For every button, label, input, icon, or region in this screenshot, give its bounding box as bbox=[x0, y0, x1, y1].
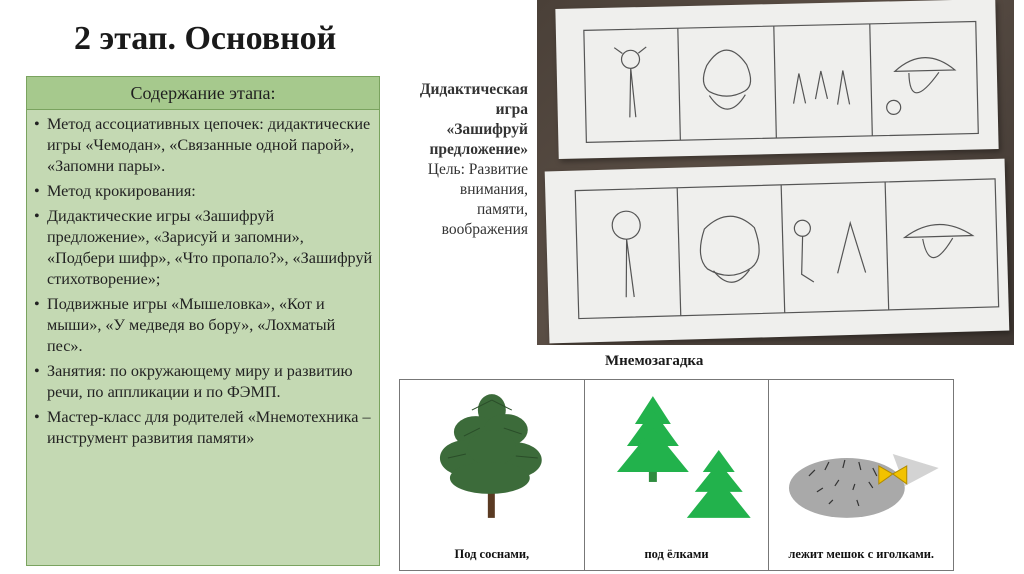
paper-strip-bottom bbox=[545, 159, 1010, 344]
game-goal-line: Цель: Развитие bbox=[427, 161, 528, 178]
list-item: • Метод крокирования: bbox=[47, 181, 373, 202]
mnemo-label: под ёлками bbox=[644, 547, 709, 561]
slide-title: 2 этап. Основной bbox=[74, 20, 337, 57]
mnemo-cell-pines bbox=[400, 380, 585, 570]
game-name-line: Дидактическая bbox=[419, 81, 528, 98]
mnemo-cell-hedgehog bbox=[769, 380, 953, 570]
game-goal-line: памяти, bbox=[476, 201, 528, 218]
paper-strip-top bbox=[555, 0, 998, 159]
game-goal-line: воображения bbox=[441, 221, 528, 238]
list-item: • Дидактические игры «Зашифруй предложение», «Зарисуй и запомни», «Подбери шифр», «Что пропало?», «Зашифруй стихотворение»; bbox=[47, 206, 373, 290]
strip-drawings-top bbox=[555, 0, 998, 159]
mnemo-label: Под соснами, bbox=[454, 547, 530, 561]
stage-content-list bbox=[27, 110, 379, 449]
game-name-line: «Зашифруй bbox=[446, 121, 528, 138]
mnemo-cell-spruces bbox=[585, 380, 770, 570]
game-name-line: предложение» bbox=[429, 141, 528, 158]
stage-content-header: Содержание этапа: bbox=[27, 77, 379, 110]
spruce-trees-icon bbox=[585, 380, 769, 530]
mnemo-riddle-table bbox=[399, 379, 954, 571]
hedgehog-bag-icon bbox=[769, 380, 953, 530]
strip-drawings-bottom bbox=[545, 159, 1010, 344]
list-item: • Подвижные игры «Мышеловка», «Кот и мыши», «У медведя во бору», «Лохматый пес». bbox=[47, 294, 373, 357]
game-photo bbox=[537, 0, 1014, 345]
game-caption bbox=[388, 80, 528, 240]
mnemo-title: Мнемозагадка bbox=[605, 353, 704, 369]
list-item: • Метод ассоциативных цепочек: дидактические игры «Чемодан», «Связанные одной парой», «Запомни пары». bbox=[47, 114, 373, 177]
list-item: • Мастер-класс для родителей «Мнемотехника – инструмент развития памяти» bbox=[47, 407, 373, 449]
pine-tree-icon bbox=[400, 380, 584, 530]
mnemo-label: лежит мешок с иголками. bbox=[788, 547, 935, 561]
stage-content-box bbox=[26, 76, 380, 566]
list-item: • Занятия: по окружающему миру и развитию речи, по аппликации и по ФЭМП. bbox=[47, 361, 373, 403]
game-goal-line: внимания, bbox=[459, 181, 528, 198]
game-name-line: игра bbox=[495, 101, 528, 118]
